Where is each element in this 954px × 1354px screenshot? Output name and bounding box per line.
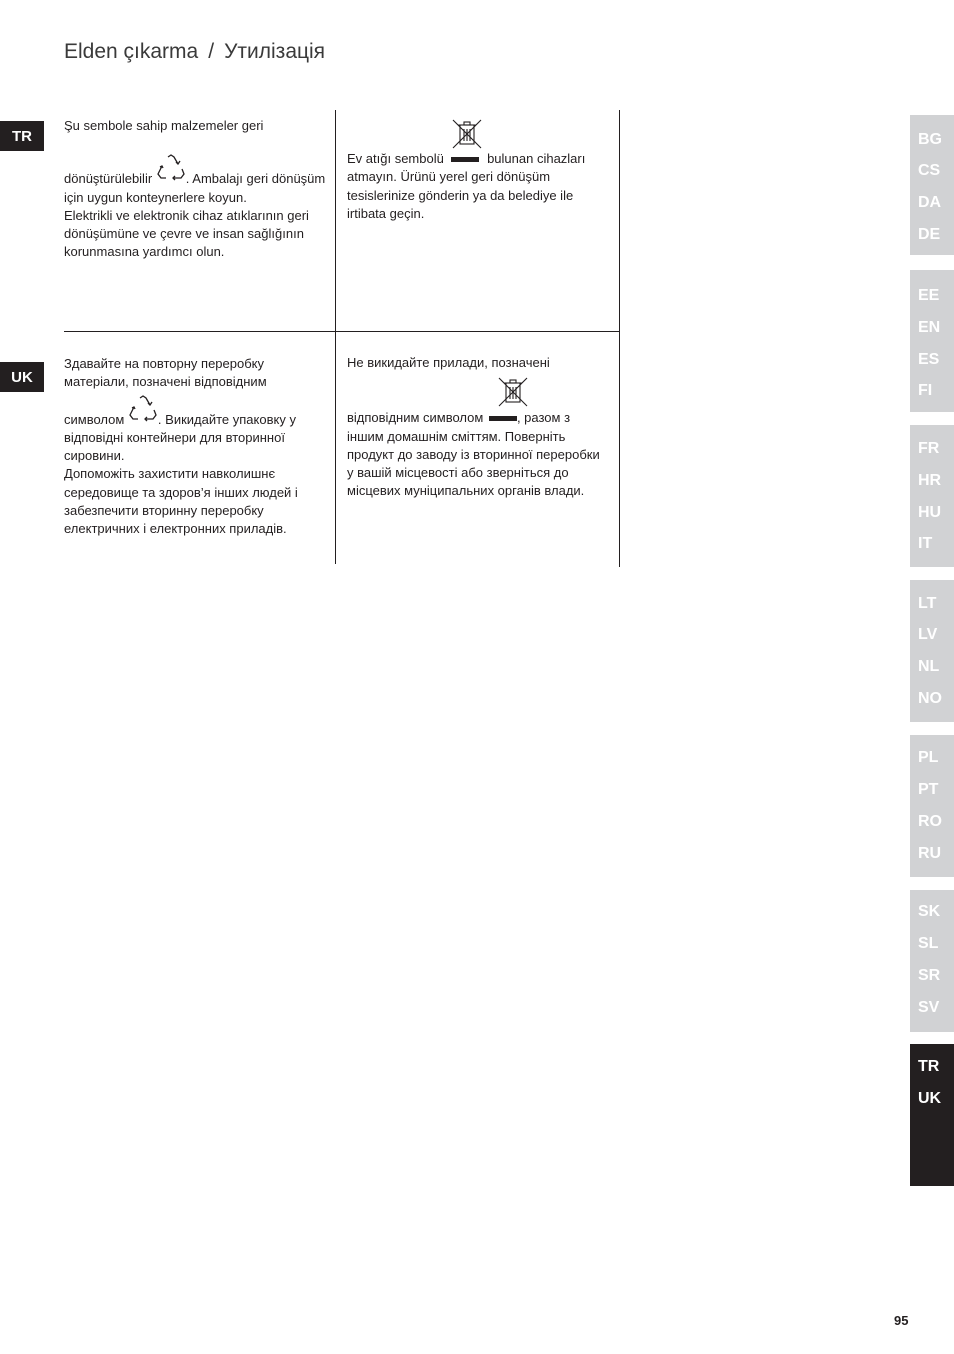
language-group-3: [910, 425, 954, 567]
column-divider-right: [619, 110, 620, 567]
language-group-6: [910, 890, 954, 1032]
language-tab-tr[interactable]: TR: [918, 1058, 940, 1075]
uk-left-line1: Здавайте на повторну переробку матеріали, позначені відповідним: [64, 356, 267, 390]
language-tab-da[interactable]: DA: [918, 194, 942, 211]
tr-recycle-text: [64, 117, 326, 262]
language-tab-sv[interactable]: SV: [918, 999, 940, 1016]
crossed-bin-icon: [450, 117, 484, 156]
uk-left-line3: Допоможіть захистити навколишнє середовище та здоров’я інших людей і забезпечити вторинну переробку електричних і електронних приладів.: [64, 466, 298, 537]
language-tab-fr[interactable]: FR: [918, 440, 940, 457]
uk-recycle-text: [64, 355, 326, 539]
language-tab-bg[interactable]: BG: [918, 131, 942, 148]
language-tab-es[interactable]: ES: [918, 351, 940, 368]
language-tab-lv[interactable]: LV: [918, 626, 938, 643]
tr-left-line2-post: . Ambalajı geri dönüşüm için uygun konteynerlere koyun.: [64, 171, 326, 205]
recycle-icon: [156, 153, 186, 188]
language-tab-en[interactable]: EN: [918, 319, 941, 336]
language-tab-it[interactable]: IT: [918, 535, 933, 552]
language-tab-sk[interactable]: SK: [918, 903, 941, 920]
uk-weee-text: [347, 354, 609, 501]
language-group-2: [910, 270, 954, 412]
page-title: [64, 40, 325, 64]
weee-bar-symbol: [451, 157, 479, 162]
language-tab-ro[interactable]: RO: [918, 813, 942, 830]
language-tab-ru[interactable]: RU: [918, 845, 942, 862]
uk-left-line2-pre: символом: [64, 411, 128, 427]
language-tab-hr[interactable]: HR: [918, 472, 942, 489]
language-tab-pl[interactable]: PL: [918, 749, 939, 766]
language-tab-nl[interactable]: NL: [918, 658, 940, 675]
weee-bar-symbol: [489, 416, 517, 421]
lang-tag-uk: UK: [0, 362, 44, 392]
uk-left-line2-post: . Викидайте упаковку у відповідні контейнери для вторинної сировини.: [64, 411, 296, 464]
language-tab-ee[interactable]: EE: [918, 287, 940, 304]
language-group-4: [910, 580, 954, 722]
recycle-icon: [128, 394, 158, 429]
lang-tag-tr: TR: [0, 121, 44, 151]
uk-right-post: , разом з іншим домашнім сміттям. Поверніть продукт до заводу із вторинної переробки у вашій місцевості або зверніться до місцевих муніципальних органів влади.: [347, 410, 600, 499]
tr-left-line2-pre: dönüştürülebilir: [64, 171, 156, 187]
title-separator: /: [208, 40, 215, 63]
row-divider: [64, 331, 620, 332]
page-number: 95: [894, 1313, 909, 1328]
language-tab-cs[interactable]: CS: [918, 162, 941, 179]
uk-right-line1: Не викидайте прилади, позначені: [347, 355, 550, 370]
title-uk: Утилізація: [224, 40, 326, 63]
crossed-bin-icon: [496, 375, 530, 414]
language-tab-lt[interactable]: LT: [918, 595, 937, 612]
language-group-5: [910, 735, 954, 877]
uk-right-pre: відповідним символом: [347, 410, 487, 426]
language-tab-no[interactable]: NO: [918, 690, 942, 707]
language-tab-de[interactable]: DE: [918, 226, 941, 243]
language-tab-sr[interactable]: SR: [918, 967, 941, 984]
language-group-active: [910, 1044, 954, 1186]
language-tab-sl[interactable]: SL: [918, 935, 939, 952]
title-tr: Elden çıkarma: [64, 40, 199, 63]
tr-weee-text: [347, 117, 609, 223]
tr-left-line1: Şu sembole sahip malzemeler geri: [64, 118, 264, 133]
tr-right-post: bulunan cihazları atmayın. Ürünü yerel geri dönüşüm tesislerinize gönderin ya da belediye ile irtibata geçin.: [347, 151, 586, 221]
tr-right-pre: Ev atığı sembolü: [347, 151, 448, 166]
language-tab-fi[interactable]: FI: [918, 382, 933, 399]
language-tab-hu[interactable]: HU: [918, 504, 942, 521]
language-tab-pt[interactable]: PT: [918, 781, 939, 798]
tr-left-line3: Elektrikli ve elektronik cihaz atıklarının geri dönüşümüne ve çevre ve insan sağlığının korunmasına yardımcı olun.: [64, 207, 309, 260]
language-group-1: [910, 115, 954, 255]
language-tab-uk[interactable]: UK: [918, 1090, 942, 1107]
column-divider-middle: [335, 110, 336, 564]
